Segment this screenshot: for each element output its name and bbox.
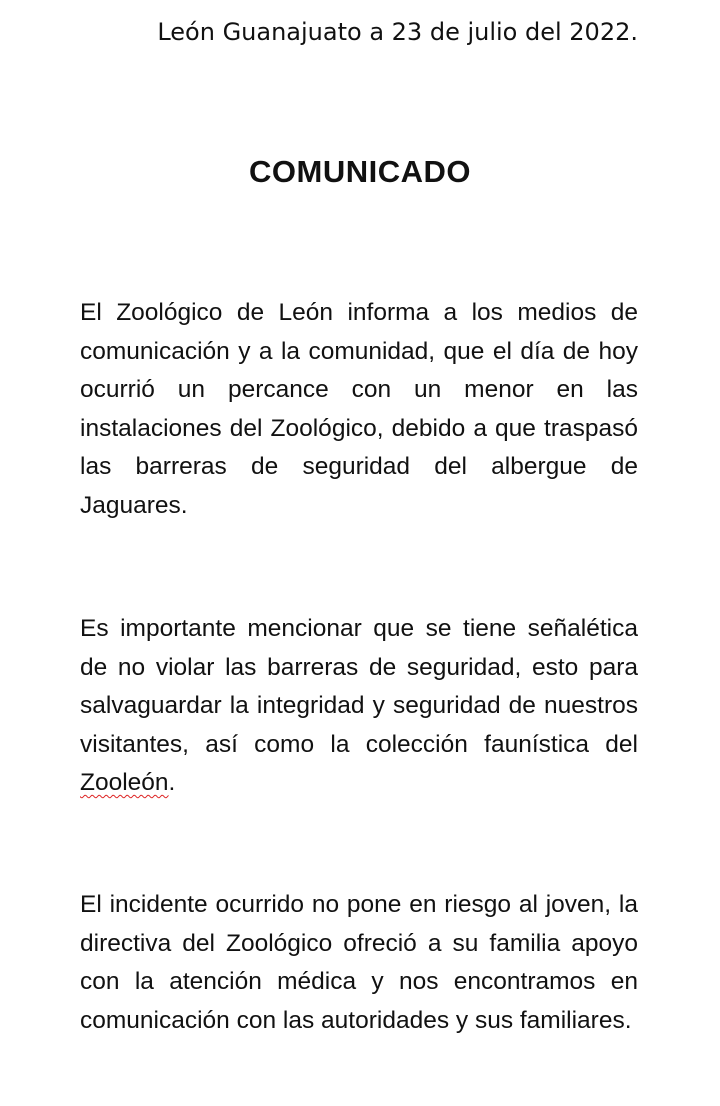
paragraph-2 [80,610,638,803]
paragraph-2-end: . [168,769,176,796]
date-line: León Guanajuato a 23 de julio del 2022. [157,18,638,46]
paragraph-1: El Zoológico de León informa a los medios de comunicación y a la comunidad, que el día de hoy ocurrió un percance con un menor en las instalaciones del Zoológico, debido a que traspasó las barreras de seguridad del albergue de Jaguares. [80,299,638,519]
document-title: COMUNICADO [249,154,471,189]
paragraph-3: El incidente ocurrido no pone en riesgo al joven, la directiva del Zoológico ofreció a su familia apoyo con la atención médica y nos encontramos en comunicación con las autoridades y sus familiares. [80,891,638,1034]
paragraph-2-text: Es importante mencionar que se tiene señalética de no violar las barreras de seguridad, esto para salvaguardar la integridad y seguridad de nuestros visitantes, así como la colección faunística del [80,615,638,758]
spellcheck-flagged-word: Zooleón [80,769,169,796]
